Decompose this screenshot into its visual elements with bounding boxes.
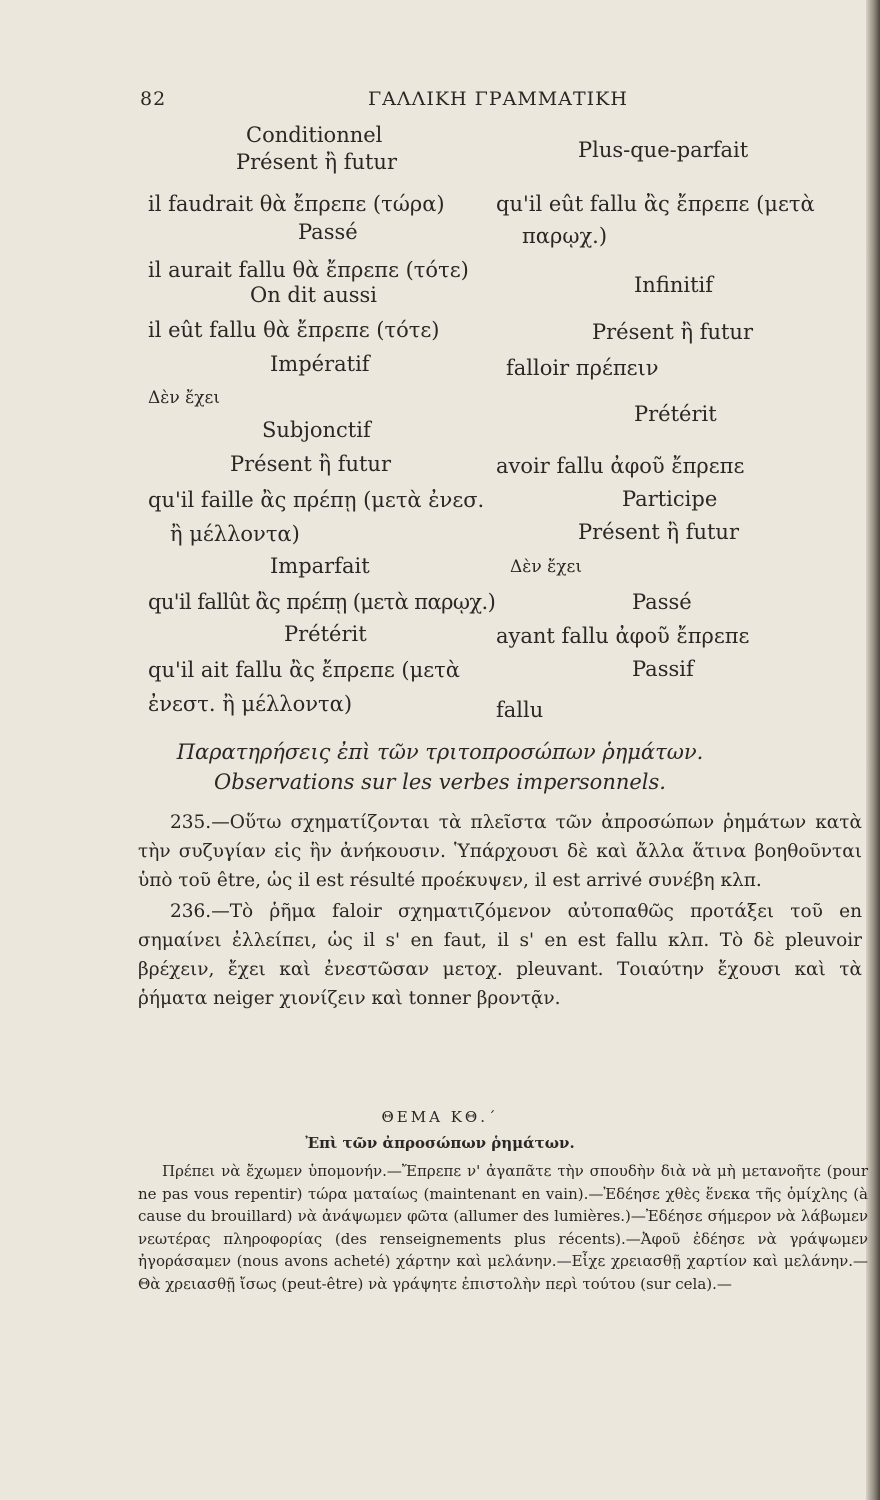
heading-preterit-left: Prétérit xyxy=(284,622,367,646)
paragraph-235: 235.—Οὕτω σχηματίζονται τὰ πλεῖστα τῶν ἀπροσώπων ῥημάτων κατὰ τὴν συζυγίαν εἰς ἣν ἀνήκουσιν. Ὑπάρχουσι δὲ καὶ ἄλλα ἅτινα βοηθοῦνται ὑπὸ τοῦ être, ὡς il est résulté προέκυψεν, il est arrivé συνέβη κλπ. xyxy=(138,812,862,891)
page-number: 82 xyxy=(140,88,167,110)
conditionnel-present-line: il faudrait θὰ ἔπρεπε (τώρα) xyxy=(148,192,445,216)
paragraph-236: 236.—Τὸ ῥῆμα faloir σχηματιζόμενον αὐτοπαθῶς προτάξει τοῦ en σημαίνει ἐλλείπει, ὡς il s' en faut, il s' en est fallu κλπ. Τὸ δὲ pleuvoir βρέχειν, ἔχει καὶ ἐνεστῶσαν μετοχ. pleuvant. Τοιαύτην ἔχουσι καὶ τὰ ῥήματα neiger χιονίζειν καὶ tonner βροντᾷν. xyxy=(138,901,862,1009)
heading-part-present: Présent ἢ futur xyxy=(578,520,739,544)
heading-inf-preterit: Prétérit xyxy=(634,402,717,426)
exercise-text: Πρέπει νὰ ἔχωμεν ὑπομονήν.—Ἔπρεπε ν' ἀγαπᾶτε τὴν σπουδὴν διὰ νὰ μὴ μετανοῆτε (pour ne pas vous repentir) τώρα ματαίως (maintenant en vain).—Ἐδέησε χθὲς ἕνεκα τῆς ὁμίχλης (à cause du brouillard) νὰ ἀνάψωμεν φῶτα (allumer des lumières.)—Ἐδέησε σήμερον νὰ λάβωμεν νεωτέρας πληροφορίας (des renseignements plus récents).—Ἀφοῦ ἐδέησε νὰ γράψωμεν ἠγοράσαμεν (nous avons acheté) χάρτην καὶ μελάνην.—Εἶχε χρειασθῇ χαρτίον καὶ μελάνην.—Θὰ χρειασθῇ ἴσως (peut-être) νὰ γράψητε ἐπιστολὴν περὶ τούτου (sur cela).— xyxy=(138,1162,868,1293)
heading-participe: Participe xyxy=(622,487,718,511)
heading-part-passe: Passé xyxy=(632,590,692,614)
heading-present-futur: Présent ἢ futur xyxy=(236,150,397,174)
heading-inf-present: Présent ἢ futur xyxy=(592,320,753,344)
heading-infinitif: Infinitif xyxy=(634,273,713,297)
heading-subj-present: Présent ἢ futur xyxy=(230,452,391,476)
part-present-line: Δὲν ἔχει xyxy=(510,557,583,577)
on-dit-aussi-line: il eût fallu θὰ ἔπρεπε (τότε) xyxy=(148,318,440,342)
section-title-french: Observations sur les verbes impersonnels. xyxy=(214,770,666,794)
pqp-line-1: qu'il eût fallu ἂς ἔπρεπε (μετὰ xyxy=(496,192,815,216)
subj-present-line-2: ἢ μέλλοντα) xyxy=(170,522,300,546)
imparfait-line: qu'il fallût ἂς πρέπῃ (μετὰ παρῳχ.) xyxy=(148,590,496,614)
inf-present-line: falloir πρέπειν xyxy=(506,356,659,380)
section-title-greek: Παρατηρήσεις ἐπὶ τῶν τριτοπροσώπων ῥημάτων. xyxy=(176,740,704,764)
paragraphs-block xyxy=(138,808,862,1013)
theme-title: ΘΕΜΑ ΚΘ.΄ xyxy=(381,1108,499,1126)
heading-imperatif: Impératif xyxy=(270,352,370,376)
heading-on-dit-aussi: On dit aussi xyxy=(250,283,378,307)
theme-subtitle: Ἐπὶ τῶν ἀπροσώπων ῥημάτων. xyxy=(305,1134,575,1152)
pqp-line-2: παρῳχ.) xyxy=(522,224,608,248)
part-passe-line: ayant fallu ἀφοῦ ἔπρεπε xyxy=(496,624,750,648)
exercise-block xyxy=(138,1160,868,1295)
heading-passe-left: Passé xyxy=(298,220,358,244)
heading-imparfait: Imparfait xyxy=(270,554,370,578)
running-title: ΓΑΛΛΙΚΗ ΓΡΑΜΜΑΤΙΚΗ xyxy=(368,88,628,110)
imperatif-line: Δὲν ἔχει xyxy=(148,388,221,408)
heading-plus-que-parfait: Plus-que-parfait xyxy=(578,138,749,162)
heading-passif: Passif xyxy=(632,657,694,681)
subj-present-line-1: qu'il faille ἂς πρέπῃ (μετὰ ἐνεσ. xyxy=(148,488,485,512)
inf-preterit-line: avoir fallu ἀφοῦ ἔπρεπε xyxy=(496,454,745,478)
conditionnel-passe-line: il aurait fallu θὰ ἔπρεπε (τότε) xyxy=(148,258,469,282)
subj-preterit-line-2: ἐνεστ. ἢ μέλλοντα) xyxy=(148,692,353,716)
passif-line: fallu xyxy=(496,698,544,722)
subj-preterit-line-1: qu'il ait fallu ἂς ἔπρεπε (μετὰ xyxy=(148,658,460,682)
heading-conditionnel: Conditionnel xyxy=(246,123,383,147)
heading-subjonctif: Subjonctif xyxy=(262,418,371,442)
